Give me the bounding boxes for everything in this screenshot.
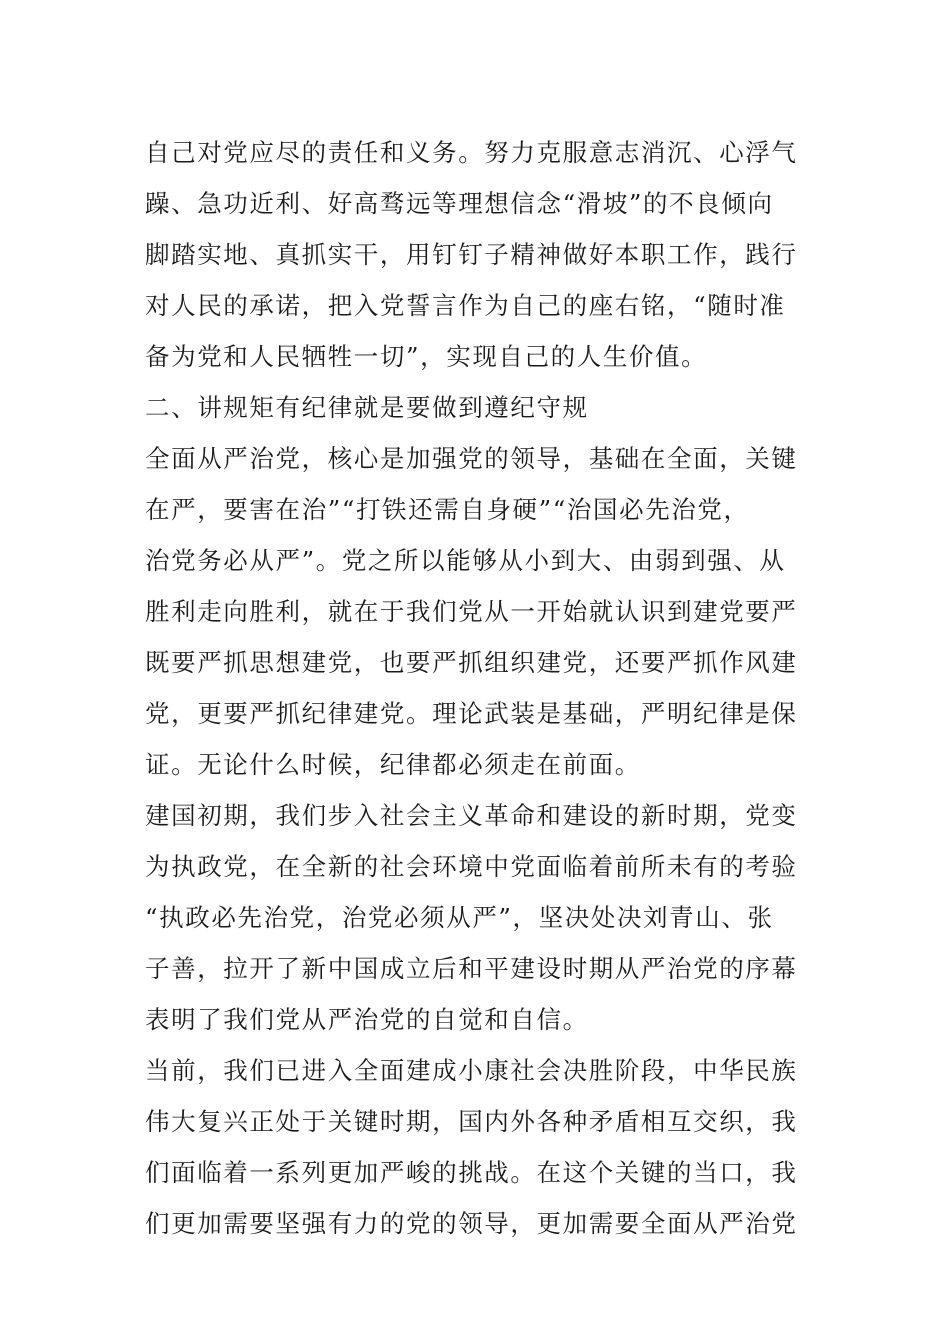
text-line-14: 建国初期，我们步入社会主义革命和建设的新时期，党变: [145, 801, 798, 830]
text-line-3: 脚踏实地、真抓实干，用钉钉子精神做好本职工作，践行: [145, 240, 798, 269]
text-line-21: 们面临着一系列更加严峻的挑战。在这个关键的当口，我: [145, 1158, 798, 1187]
section-heading: 二、讲规矩有纪律就是要做到遵纪守规: [145, 393, 589, 422]
text-line-11: 既要严抓思想建党，也要严抓组织建党，还要严抓作风建: [145, 648, 798, 677]
text-line-17: 子善，拉开了新中国成立后和平建设时期从严治党的序幕: [145, 954, 798, 983]
text-line-2: 躁、急功近利、好高骛远等理想信念“滑坡”的不良倾向: [145, 189, 774, 218]
body-text: [145, 127, 810, 1249]
text-line-13: 证。无论什么时候，纪律都必须走在前面。: [145, 750, 641, 779]
text-line-9: 治党务必从严”。党之所以能够从小到大、由弱到强、从: [145, 546, 786, 575]
text-line-22: 们更加需要坚强有力的党的领导，更加需要全面从严治党: [145, 1209, 798, 1238]
text-line-12: 党，更要严抓纪律建党。理论武装是基础，严明纪律是保: [145, 699, 798, 728]
text-line-4: 对人民的承诺，把入党誓言作为自己的座右铭，“随时准: [145, 291, 786, 320]
text-line-5: 备为党和人民牺牲一切”，实现自己的人生价值。: [145, 342, 708, 371]
text-line-8: 在严，要害在治”“打铁还需自身硬”“治国必先治党，: [145, 495, 750, 524]
text-line-15: 为执政党，在全新的社会环境中党面临着前所未有的考验: [145, 852, 798, 881]
text-line-20: 伟大复兴正处于关键时期，国内外各种矛盾相互交织，我: [145, 1107, 798, 1136]
text-line-19: 当前，我们已进入全面建成小康社会决胜阶段，中华民族: [145, 1056, 798, 1085]
text-line-16: “执政必先治党，治党必须从严”，坚决处决刘青山、张: [145, 903, 774, 932]
text-line-10: 胜利走向胜利，就在于我们党从一开始就认识到建党要严: [145, 597, 798, 626]
text-line-1: 自己对党应尽的责任和义务。努力克服意志消沉、心浮气: [145, 138, 798, 167]
text-line-7: 全面从严治党，核心是加强党的领导，基础在全面，关键: [145, 444, 798, 473]
text-line-18: 表明了我们党从严治党的自觉和自信。: [145, 1005, 589, 1034]
